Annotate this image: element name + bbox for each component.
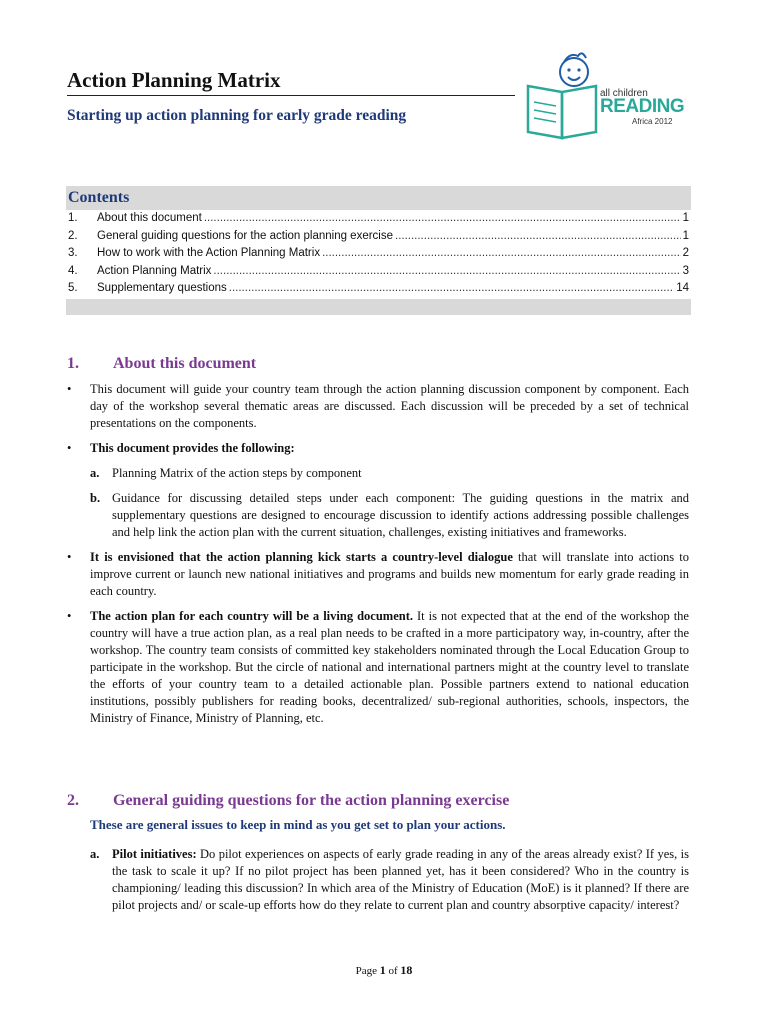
toc-item-page: 3: [682, 264, 689, 277]
toc-item-page: 2: [682, 247, 689, 259]
toc-item[interactable]: [66, 263, 691, 281]
toc-item-number: 4.: [68, 264, 78, 277]
document-title: Action Planning Matrix: [67, 68, 515, 96]
document-subtitle: Starting up action planning for early grade reading: [67, 107, 407, 124]
toc-item[interactable]: [66, 245, 691, 263]
toc-list: [66, 210, 691, 298]
toc-item-label: About this document: [97, 212, 202, 224]
section-title: General guiding questions for the action planning exercise: [113, 792, 510, 809]
bold-text: This document provides the following:: [90, 441, 295, 455]
bullet-paragraph: • This document will guide your country team through the action planning discussion component by component. Each day of the workshop several thematic areas are discussed. Each discussion will be preceded by a set of technical presentations on the components.: [66, 381, 689, 432]
section-2-heading: [67, 792, 509, 810]
sub-item: [66, 846, 689, 914]
section-number: 2.: [67, 792, 79, 809]
logo-text-all-children: all children: [600, 88, 648, 99]
bold-text: Pilot initiatives:: [112, 847, 197, 861]
section-2-body: [66, 846, 689, 922]
sub-item-text: Guidance for discussing detailed steps under each component: The guiding questions in the matrix and supplementary questions are designed to encourage discussion to identify actions addressing possible challenges and help link the action plan with the current situation, challenges, existing initiatives and frameworks.: [112, 491, 689, 539]
sub-item-text: Planning Matrix of the action steps by component: [112, 466, 362, 480]
toc-item-label: Action Planning Matrix: [97, 264, 212, 277]
sub-item-letter: b.: [90, 491, 101, 505]
sub-item-letter: a.: [90, 847, 100, 861]
section-title: About this document: [113, 355, 257, 372]
toc-item-label: How to work with the Action Planning Matrix: [97, 247, 321, 259]
contents-footer-band: [66, 299, 691, 315]
bullet-paragraph: [66, 549, 689, 600]
toc-item-page: 14: [676, 282, 689, 294]
bold-text: The action plan for each country will be a living document.: [90, 609, 413, 623]
bullet-paragraph: [66, 440, 689, 457]
toc-item-page: 1: [682, 229, 689, 242]
toc-item-label: Supplementary questions: [97, 282, 227, 294]
bold-text: It is envisioned that the action planning kick starts a country-level dialogue: [90, 550, 513, 564]
toc-item[interactable]: [66, 280, 691, 298]
section-number: 1.: [67, 355, 79, 372]
section-1-body: [66, 381, 689, 735]
page-footer: [0, 963, 768, 978]
toc-item-number: 3.: [68, 247, 78, 259]
footer-total-pages: 18: [400, 963, 413, 977]
footer-prefix: Page: [355, 965, 380, 977]
toc-item-label: General guiding questions for the action planning exercise: [97, 229, 393, 242]
paragraph-text: Do pilot experiences on aspects of early grade reading in any of the areas already exist? If yes, is the task to scale it up? If no pilot project has been planned yet, has it been considered? Who in the country is championing/ leading this discussion? In which area of the Ministry of Education (MoE) is it planned? If there are pilot projects and/ or scale-up efforts how do they relate to current plan and country absorptive capacity/ interest?: [112, 847, 689, 912]
toc-item[interactable]: [66, 228, 691, 246]
toc-leader-dots: [204, 210, 681, 228]
toc-item[interactable]: [66, 210, 691, 228]
toc-leader-dots: [395, 228, 681, 246]
paragraph-text: It is not expected that at the end of the workshop the country will have a true action plan, as a real plan needs to be crafted in a more participatory way, in-country, after the workshop. The country team consists of committed key stakeholders nominated through the Local Education Group to participate in the workshop. But the circle of national and international partners might at the country level to translate the efforts of your country team to a detailed actionable plan. Possible partners extend to national education institutions, possibly publishers for reading books, decentralized/ sub-regional authorities, schools, inspectors, the Ministry of Finance, Ministry of Planning, etc.: [90, 609, 689, 725]
toc-item-number: 5.: [68, 282, 78, 294]
footer-page-number: 1: [379, 963, 386, 977]
contents-heading: Contents: [66, 186, 691, 210]
bullet-paragraph: [66, 608, 689, 727]
toc-leader-dots: [229, 280, 674, 298]
sub-item-letter: a.: [90, 466, 100, 480]
table-of-contents: [66, 186, 691, 315]
section-1-heading: [67, 355, 256, 373]
toc-item-number: 1.: [68, 212, 78, 224]
sub-item: [66, 465, 689, 482]
toc-item-number: 2.: [68, 229, 78, 242]
toc-item-page: 1: [682, 212, 689, 224]
footer-of: of: [385, 965, 401, 977]
logo-text-africa: Africa 2012: [632, 117, 673, 126]
sub-item: [66, 490, 689, 541]
section-2-lead: These are general issues to keep in mind as you get set to plan your actions.: [90, 817, 506, 832]
toc-leader-dots: [322, 245, 681, 263]
logo-text-reading: READING: [600, 96, 685, 117]
paragraph-text: that will translate into actions to improve current or launch new national initiatives and programs and builds new momentum for early grade reading in each country.: [90, 550, 690, 598]
toc-leader-dots: [213, 263, 680, 281]
